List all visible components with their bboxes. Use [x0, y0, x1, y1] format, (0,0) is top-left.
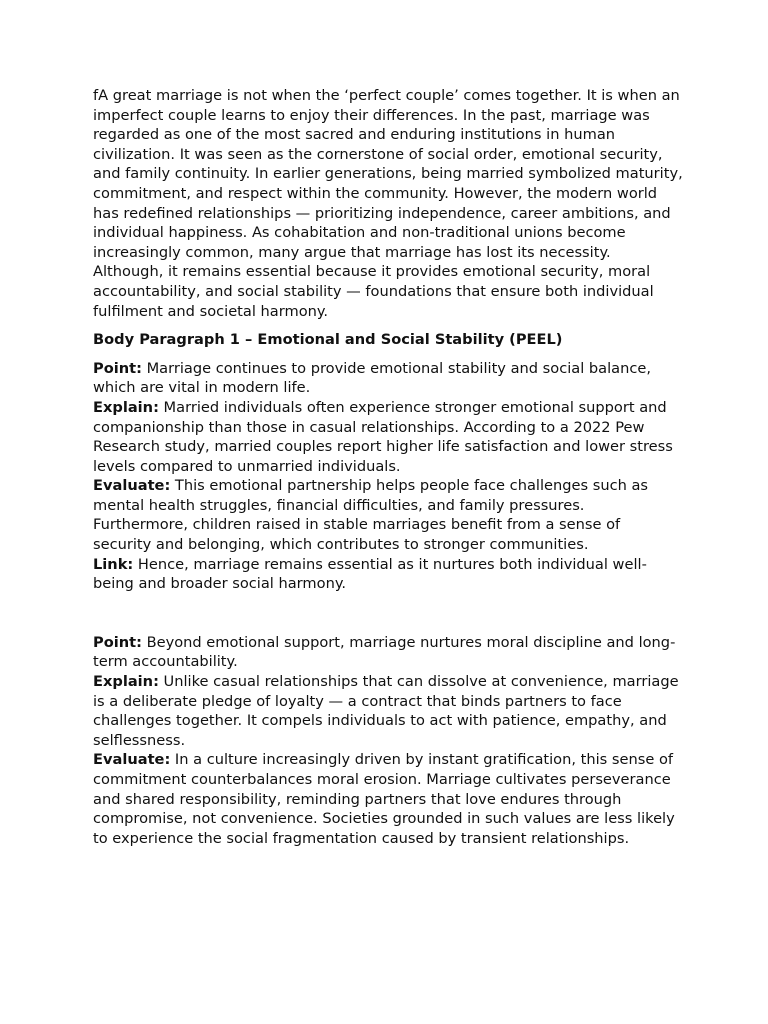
explain-label: Explain:: [93, 398, 159, 416]
explain-text: Married individuals often experience stronger emotional support and companionship than those in casual relationships. According to a 2022 Pew Research study, married couples report higher life satisfaction and lower stress levels compared to unmarried individuals.: [93, 398, 673, 475]
point-label: Point:: [93, 633, 142, 651]
link-label: Link:: [93, 555, 134, 573]
evaluate-label: Evaluate:: [93, 751, 171, 769]
point-label: Point:: [93, 359, 142, 377]
body1-explain: [93, 398, 683, 476]
body-paragraph-1-heading: Body Paragraph 1 – Emotional and Social Stability (PEEL): [93, 331, 563, 349]
document-page: [93, 86, 683, 848]
evaluate-label: Evaluate:: [93, 477, 171, 495]
body1-point: [93, 359, 683, 398]
body2-explain: [93, 672, 683, 750]
point-text: Beyond emotional support, marriage nurtures moral discipline and long-term accountability.: [93, 633, 676, 671]
body1-evaluate: [93, 476, 683, 554]
evaluate-text: This emotional partnership helps people face challenges such as mental health struggles, financial difficulties, and family pressures. Furthermore, children raised in stable marriages benefit from a sense of security and belonging, which contributes to stronger communities.: [93, 477, 649, 554]
link-text: Hence, marriage remains essential as it nurtures both individual well-being and broader social harmony.: [93, 555, 647, 593]
point-text: Marriage continues to provide emotional stability and social balance, which are vital in modern life.: [93, 359, 652, 397]
paragraph-spacer: [93, 594, 683, 633]
explain-text: Unlike casual relationships that can dissolve at convenience, marriage is a deliberate pledge of loyalty — a contract that binds partners to face challenges together. It compels individuals to act with patience, empathy, and selflessness.: [93, 673, 679, 749]
body2-point: [93, 633, 683, 672]
body2-evaluate: [93, 750, 683, 848]
evaluate-text: In a culture increasingly driven by instant gratification, this sense of commitment counterbalances moral erosion. Marriage cultivates perseverance and shared responsibility, reminding partners that love endures through compromise, not convenience. Societies grounded in such values are less likely to experience the social fragmentation caused by transient relationships.: [93, 751, 675, 847]
intro-paragraph: fA great marriage is not when the ‘perfect couple’ comes together. It is when an imperfect couple learns to enjoy their differences. In the past, marriage was regarded as one of the most sacred and enduring institutions in human civilization. It was seen as the cornerstone of social order, emotional security, and family continuity. In earlier generations, being married symbolized maturity, commitment, and respect within the community. However, the modern world has redefined relationships — prioritizing independence, career ambitions, and individual happiness. As cohabitation and non-traditional unions become increasingly common, many argue that marriage has lost its necessity. Although, it remains essential because it provides emotional security, moral accountability, and social stability — foundations that ensure both individual fulfilment and societal harmony.: [93, 87, 683, 320]
explain-label: Explain:: [93, 673, 159, 691]
body1-link: [93, 555, 683, 594]
